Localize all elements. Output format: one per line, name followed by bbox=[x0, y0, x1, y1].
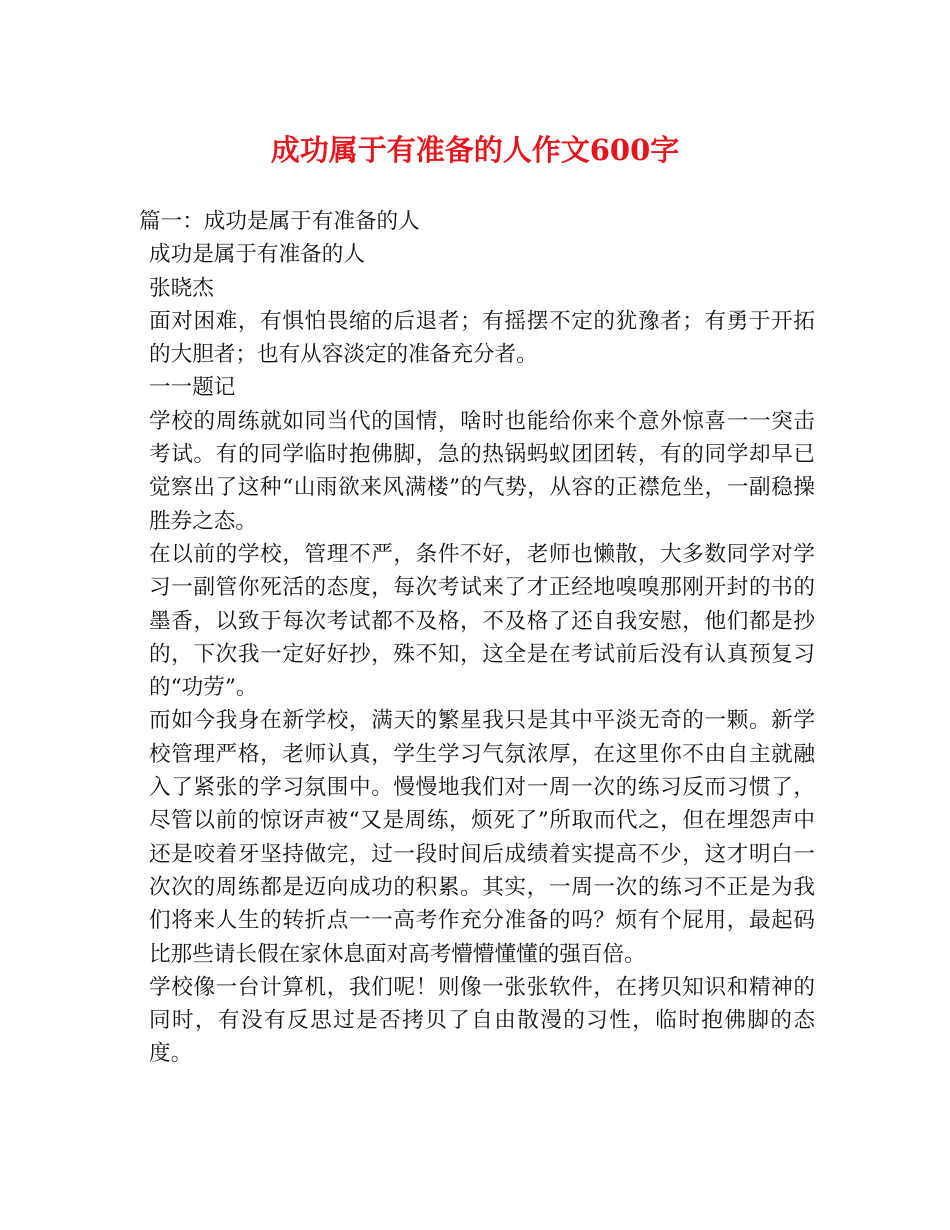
paragraph: 学校的周练就如同当代的国情，啥时也能给你来个意外惊喜一一突击考试。有的同学临时抱佛脚，急的热锅蚂蚁团团转，有的同学却早已觉察出了这种“山雨欲来风满楼”的气势，从容的正襟危坐，一副稳操胜券之态。 bbox=[149, 408, 815, 534]
document-title: 成功属于有准备的人作文600字 bbox=[270, 133, 680, 167]
document-body bbox=[139, 205, 815, 1071]
paragraph: 而如今我身在新学校，满天的繁星我只是其中平淡无奇的一颗。新学校管理严格，老师认真，学生学习气氛浓厚，在这里你不由自主就融入了紧张的学习氛围中。慢慢地我们对一周一次的练习反而习惯了，尽管以前的惊讶声被“又是周练，烦死了”所取而代之，但在埋怨声中还是咬着牙坚持做完，过一段时间后成绩着实提高不少，这才明白一次次的周练都是迈向成功的积累。其实，一周一次的练习不正是为我们将来人生的转折点一一高考作充分准备的吗？烦有个屁用，最起码比那些请长假在家休息面对高考懵懵懂懂的强百倍。 bbox=[149, 708, 815, 967]
epigraph-label: 一一题记 bbox=[149, 375, 236, 401]
paragraph: 学校像一台计算机，我们呢！则像一张张软件，在拷贝知识和精神的同时，有没有反思过是否拷贝了自由散漫的习性，临时抱佛脚的态度。 bbox=[149, 974, 815, 1067]
paragraph: 面对困难，有惧怕畏缩的后退者；有摇摆不定的犹豫者；有勇于开拓的大胆者；也有从容淡定的准备充分者。 bbox=[149, 308, 815, 368]
paragraph: 在以前的学校，管理不严，条件不好，老师也懒散，大多数同学对学习一副管你死活的态度，每次考试来了才正经地嗅嗅那刚开封的书的墨香，以致于每次考试都不及格，不及格了还自我安慰，他们都是抄的，下次我一定好好抄，殊不知，这全是在考试前后没有认真预复习的“功劳”。 bbox=[149, 541, 815, 701]
author-name: 张晓杰 bbox=[149, 275, 214, 301]
essay-title: 成功是属于有准备的人 bbox=[149, 242, 365, 268]
section-heading: 篇一：成功是属于有准备的人 bbox=[139, 209, 420, 234]
